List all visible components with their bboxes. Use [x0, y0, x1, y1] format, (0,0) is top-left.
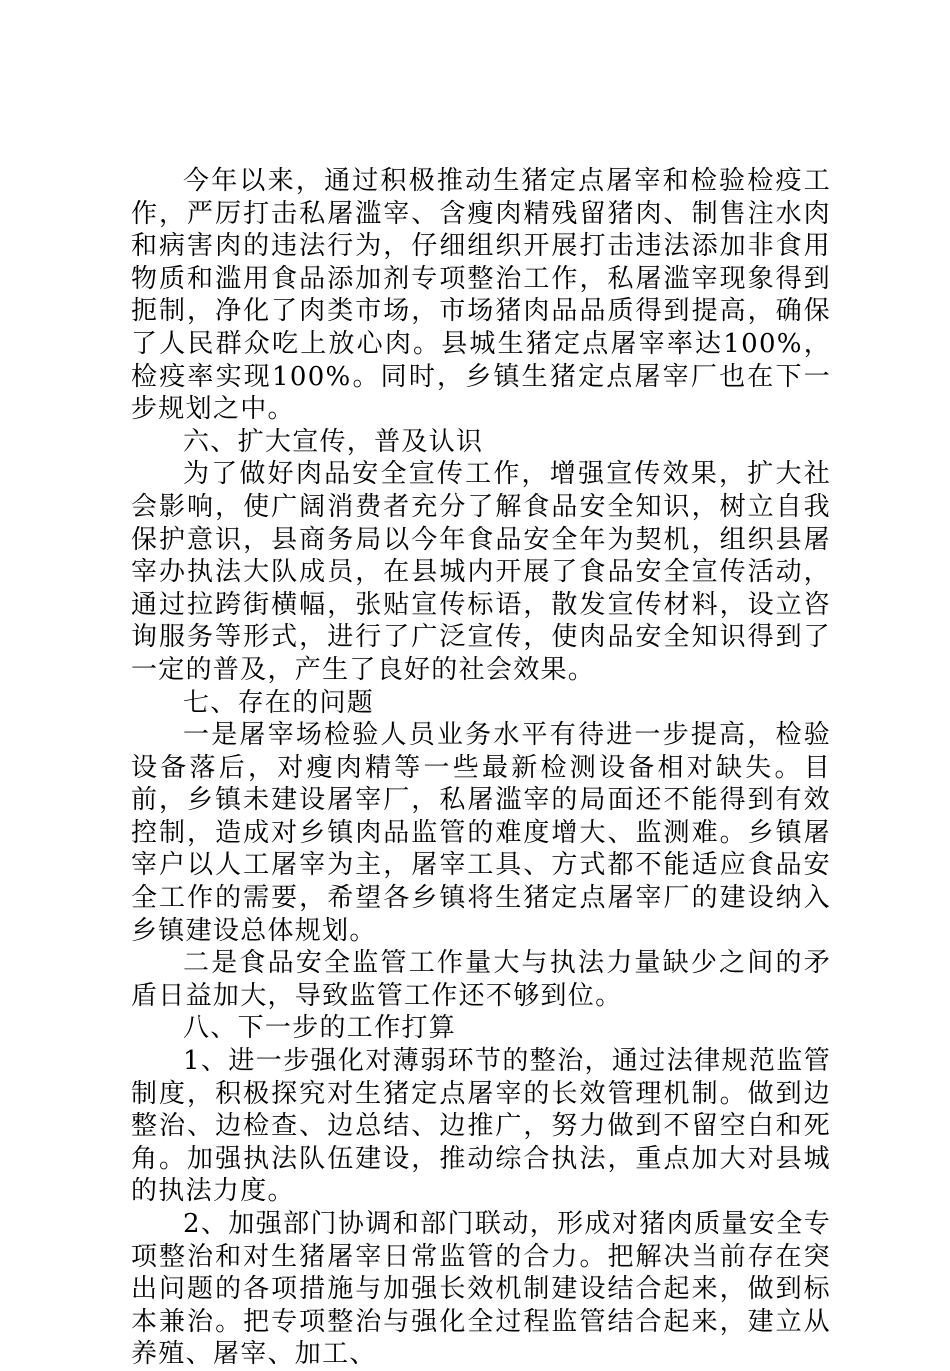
paragraph-problem-one: 一是屠宰场检验人员业务水平有待进一步提高，检验设备落后，对瘦肉精等一些最新检测设备相对缺失。目前，乡镇未建设屠宰厂，私屠滥宰的局面还不能得到有效控制，造成对乡镇肉品监管的难度增大、监测难。乡镇屠宰户以人工屠宰为主，屠宰工具、方式都不能适应食品安全工作的需要，希望各乡镇将生猪定点屠宰厂的建设纳入乡镇建设总体规划。 [131, 720, 831, 946]
paragraph-slaughter-summary: 今年以来，通过积极推动生猪定点屠宰和检验检疫工作，严厉打击私屠滥宰、含瘦肉精残留猪肉、制售注水肉和病害肉的违法行为，仔细组织开展打击违法添加非食用物质和滥用食品添加剂专项整治工作，私屠滥宰现象得到扼制，净化了肉类市场，市场猪肉品品质得到提高，确保了人民群众吃上放心肉。县城生猪定点屠宰率达100%，检疫率实现100%。同时，乡镇生猪定点屠宰厂也在下一步规划之中。 [131, 166, 831, 425]
paragraph-problem-two: 二是食品安全监管工作量大与执法力量缺少之间的矛盾日益加大，导致监管工作还不够到位。 [131, 948, 831, 1011]
section-heading-next-steps: 八、下一步的工作打算 [183, 1013, 457, 1044]
section-heading-problems: 七、存在的问题 [183, 687, 375, 718]
paragraph-plan-one: 1、进一步强化对薄弱环节的整治，通过法律规范监管制度，积极探究对生猪定点屠宰的长效管理机制。做到边整治、边检查、边总结、边推广，努力做到不留空白和死角。加强执法队伍建设，推动综合执法，重点加大对县城的执法力度。 [131, 1046, 831, 1207]
paragraph-publicity: 为了做好肉品安全宣传工作，增强宣传效果，扩大社会影响，使广阔消费者充分了解食品安全知识，树立自我保护意识，县商务局以今年食品安全年为契机，组织县屠宰办执法大队成员，在县城内开展了食品安全宣传活动，通过拉跨街横幅，张贴宣传标语，散发宣传材料，设立咨询服务等形式，进行了广泛宣传，使肉品安全知识得到了一定的普及，产生了良好的社会效果。 [131, 459, 831, 685]
section-heading-publicity: 六、扩大宣传，普及认识 [183, 426, 484, 457]
document-body [131, 165, 831, 1371]
paragraph-plan-two: 2、加强部门协调和部门联动，形成对猪肉质量安全专项整治和对生猪屠宰日常监管的合力。把解决当前存在突出问题的各项措施与加强长效机制建设结合起来，做到标本兼治。把专项整治与强化全过程监管结合起来，建立从养殖、屠宰、加工、 [131, 1209, 831, 1370]
